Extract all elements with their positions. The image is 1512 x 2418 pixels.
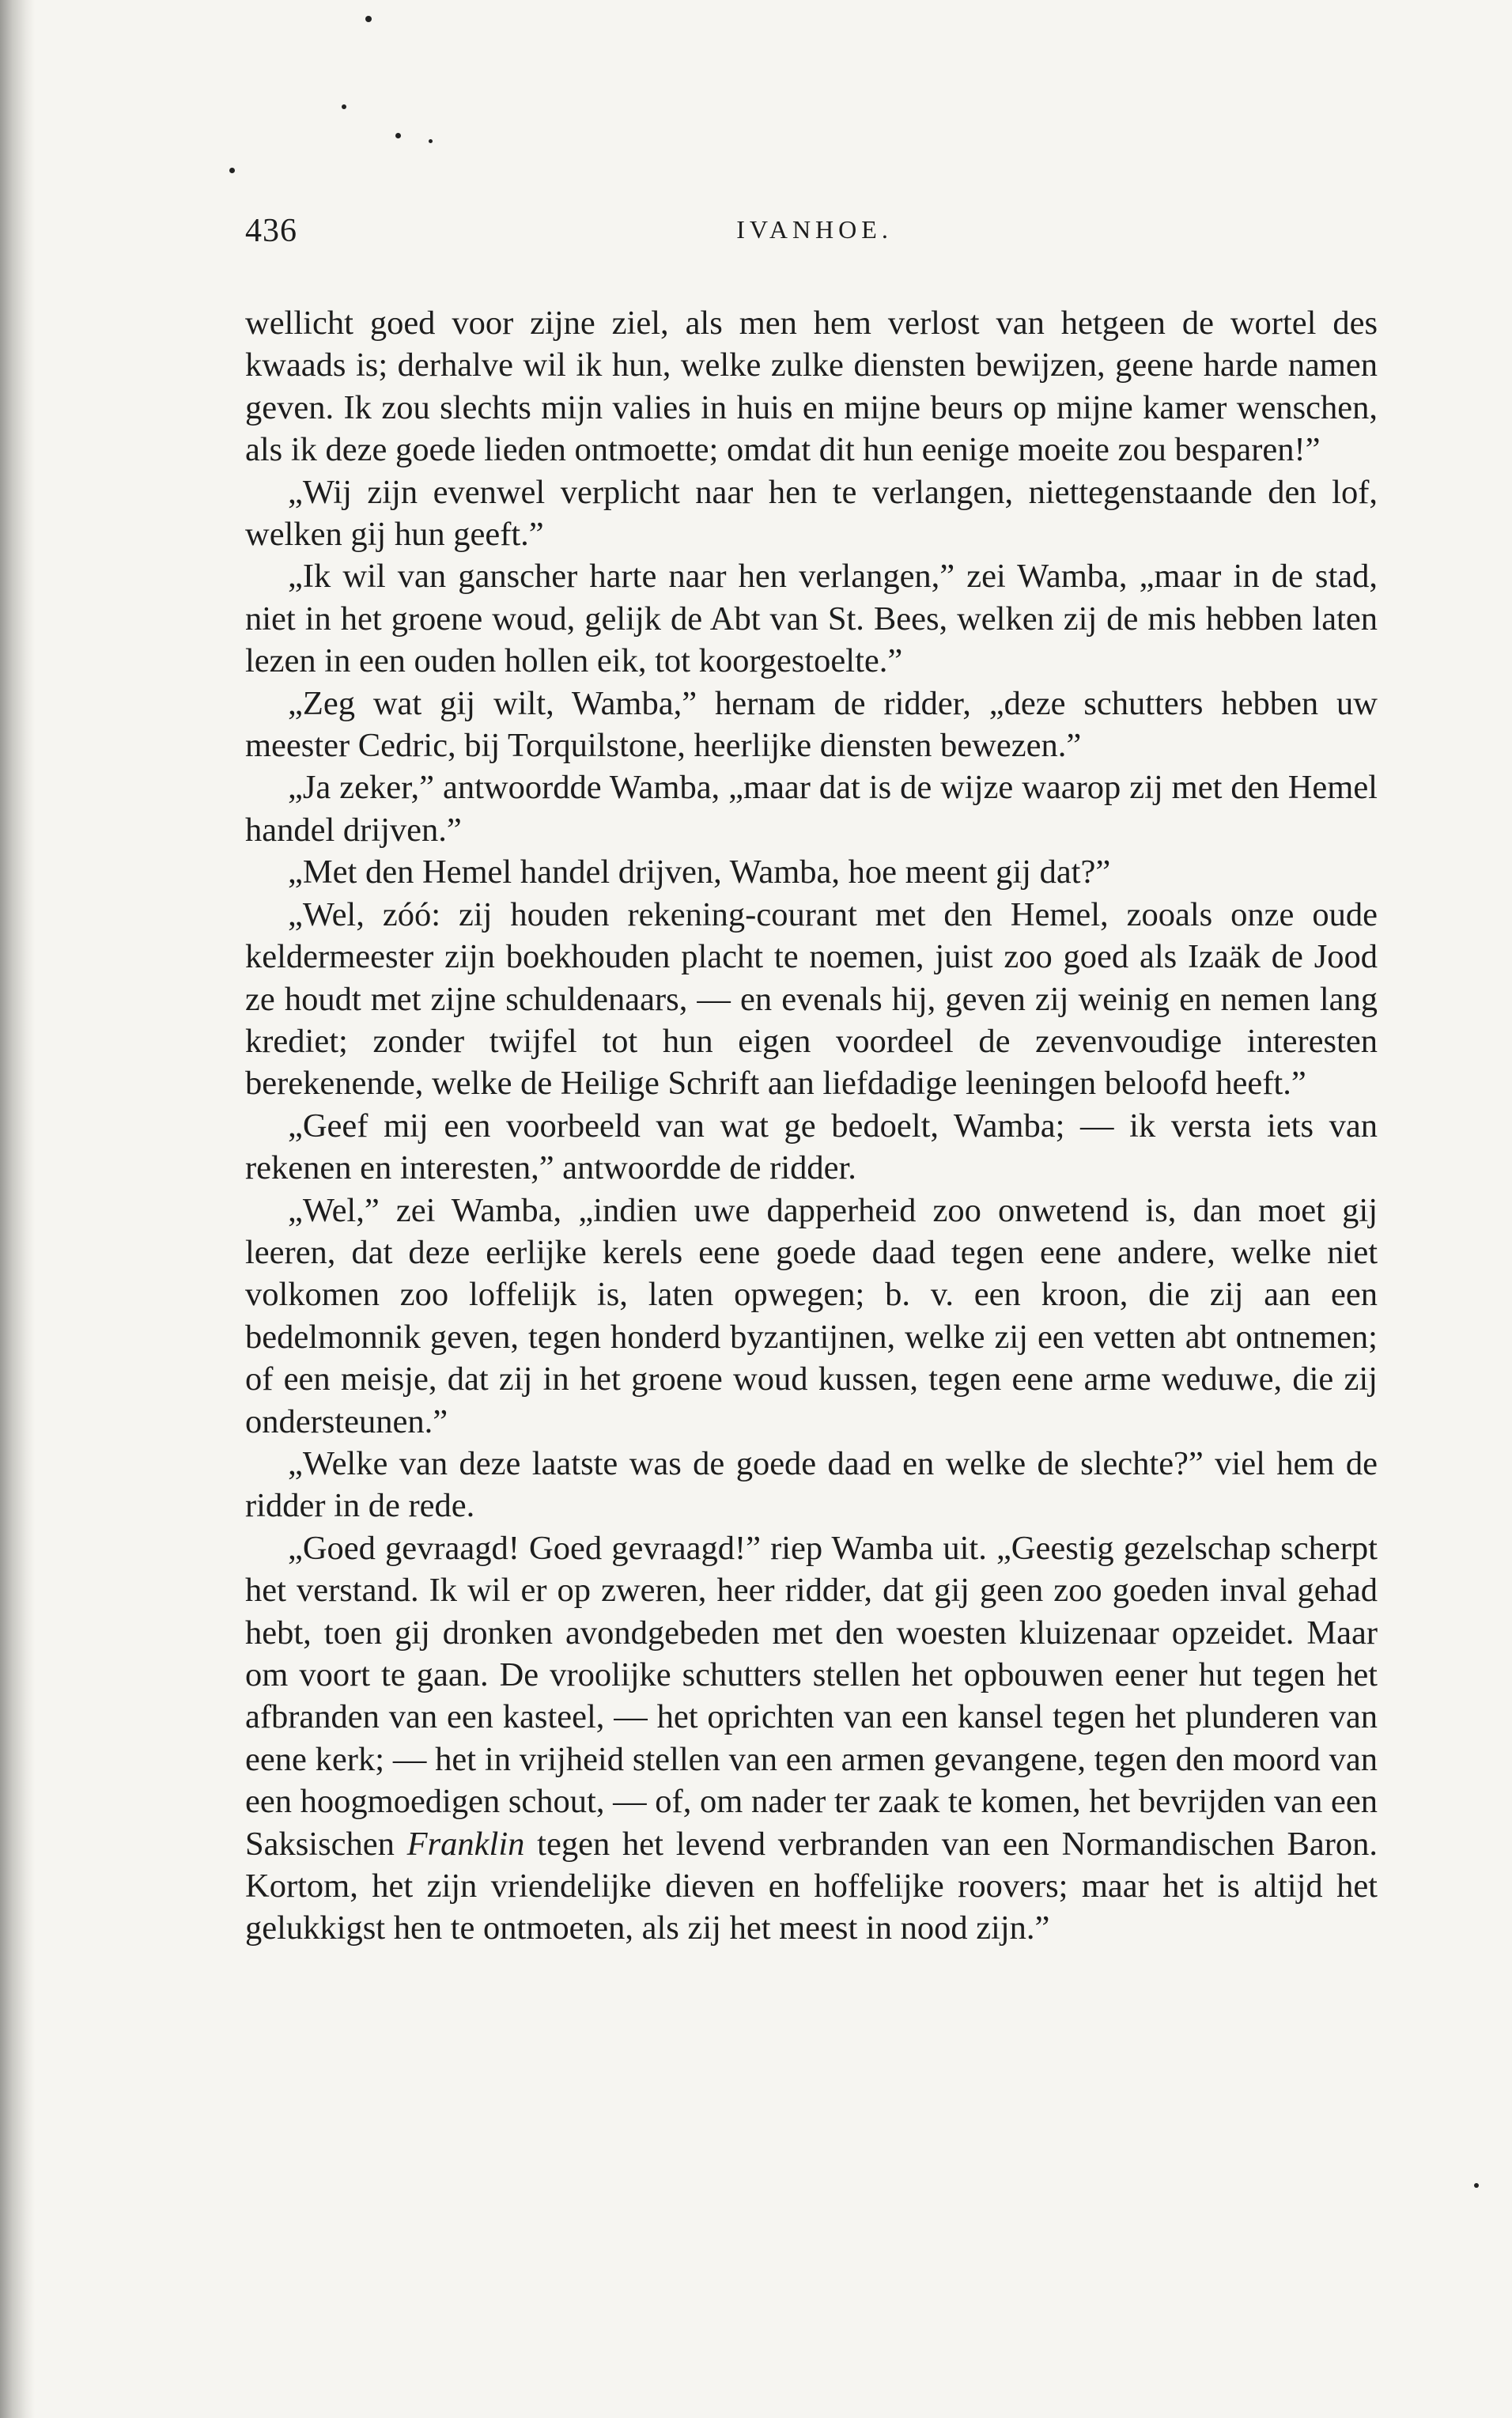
paragraph-last: [245, 1527, 1378, 1950]
paragraph: „Welke van deze laatste was de goede daad en welke de slechte?” viel hem de ridder in de rede.: [245, 1444, 1378, 1525]
ink-speck: [1474, 2183, 1479, 2188]
running-title: IVANHOE.: [736, 215, 893, 244]
paragraph: „Wel, zóó: zij houden rekening-courant met den Hemel, zooals onze oude keldermeester zijn boekhouden placht te noemen, juist zoo goed als Izaäk de Jood ze houdt met zijne schuldenaars, — en evenals hij, geven zij weinig en nemen lang krediet; zonder twijfel tot hun eigen voordeel de zevenvoudige interesten berekenende, welke de Heilige Schrift aan liefdadige leeningen beloofd heeft.”: [245, 895, 1378, 1103]
paragraph: „Wij zijn evenwel verplicht naar hen te verlangen, niettegenstaande den lof, welken gij hun geeft.”: [245, 473, 1378, 554]
text-run: tegen het levend verbranden van een Normandischen Baron. Kortom, het zijn vriendelijke dieven en hoffelijke roovers; maar het is altijd het gelukkigst hen te ontmoeten, als zij het meest in nood zijn.”: [245, 1825, 1378, 1947]
paragraph: „Zeg wat gij wilt, Wamba,” hernam de ridder, „deze schutters hebben uw meester Cedric, bij Torquilstone, heerlijke diensten bewezen.”: [245, 684, 1378, 765]
paragraph: „Ja zeker,” antwoordde Wamba, „maar dat is de wijze waarop zij met den Hemel handel drijven.”: [245, 769, 1378, 849]
ink-speck: [342, 104, 346, 109]
ink-speck: [229, 168, 235, 173]
paragraph: wellicht goed voor zijne ziel, als men hem verlost van hetgeen de wortel des kwaads is; derhalve wil ik hun, welke zulke diensten bewijzen, geene harde namen geven. Ik zou slechts mijn valies in huis en mijne beurs op mijne kamer wenschen, als ik deze goede lieden ontmoette; omdat dit hun eenige moeite zou besparen!”: [245, 305, 1378, 469]
page-number: 436: [245, 213, 297, 249]
paragraph: „Geef mij een voorbeeld van wat ge bedoelt, Wamba; — ik versta iets van rekenen en interesten,” antwoordde de ridder.: [245, 1107, 1378, 1187]
italic-name: Franklin: [406, 1825, 525, 1863]
paragraph: „Met den Hemel handel drijven, Wamba, hoe meent gij dat?”: [288, 853, 1111, 891]
ink-speck: [429, 139, 433, 143]
page-header: [245, 212, 1384, 259]
text-run: „Goed gevraagd! Goed gevraagd!” riep Wamba uit. „Geestig gezelschap scherpt het verstand. Ik wil er op zweren, heer ridder, dat gij geen zoo goeden inval gehad hebt, toen gij dronken avondgebeden met den woesten kluizenaar opzeidet. Maar om voort te gaan. De vroolijke schutters stellen het opbouwen eener hut tegen het afbranden van een kasteel, — het oprichten van een kansel tegen het plunderen van eene kerk; — het in vrijheid stellen van een armen gevangene, tegen den moord van een hoogmoedigen schout, — of, om nader ter zaak te komen, het bevrijden van een Saksischen: [245, 1529, 1378, 1863]
paragraph: „Ik wil van ganscher harte naar hen verlangen,” zei Wamba, „maar in de stad, niet in het groene woud, gelijk de Abt van St. Bees, welken zij de mis hebben laten lezen in een ouden hollen eik, tot koorgestoelte.”: [245, 558, 1378, 680]
page-binding-shadow: [0, 0, 35, 2418]
ink-speck: [365, 16, 372, 22]
body-text: [245, 302, 1378, 1950]
paragraph: „Wel,” zei Wamba, „indien uwe dapperheid zoo onwetend is, dan moet gij leeren, dat deze eerlijke kerels eene goede daad tegen eene andere, welke niet volkomen zoo loffelijk is, laten opwegen; b. v. een kroon, die zij aan een bedelmonnik geven, tegen honderd byzantijnen, welke zij een vetten abt ontnemen; of een meisje, dat zij in het groene woud kussen, tegen eene arme weduwe, die zij ondersteunen.”: [245, 1191, 1378, 1440]
ink-speck: [395, 133, 401, 138]
